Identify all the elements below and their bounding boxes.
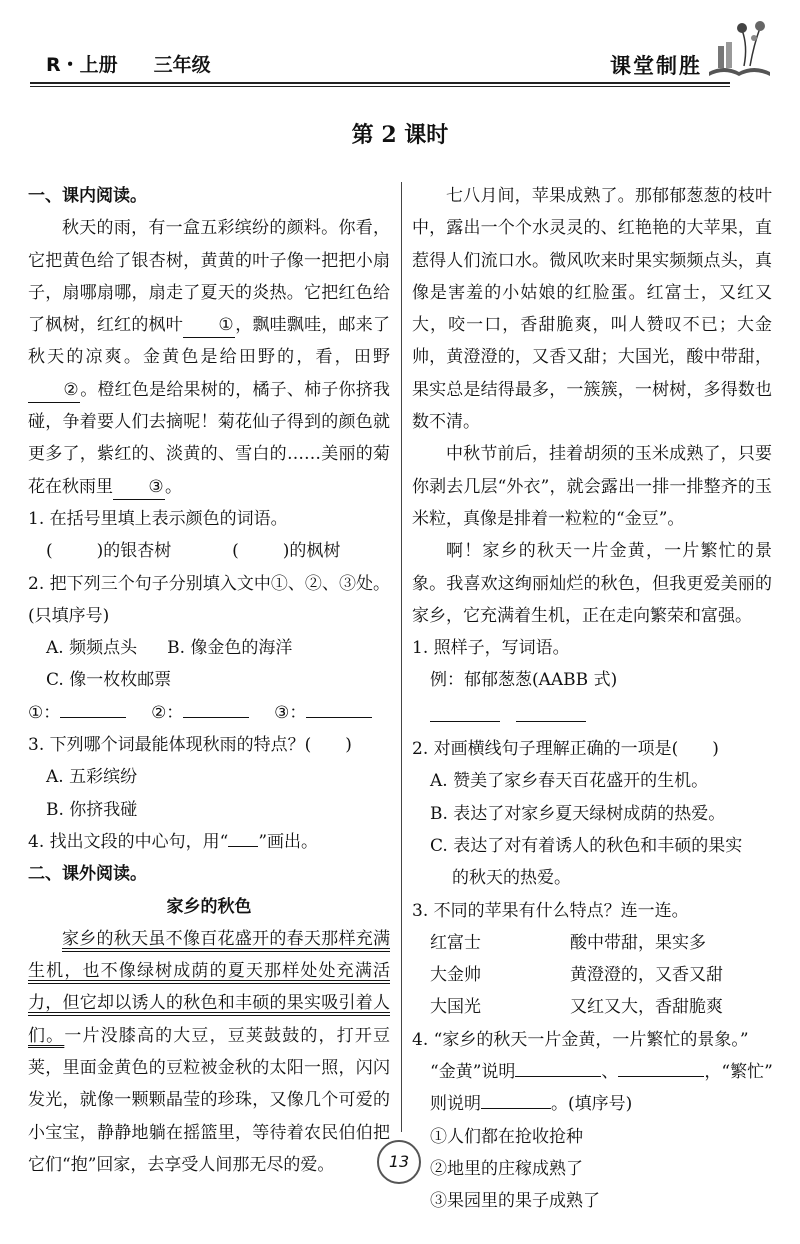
s2-q4-text-d: 则说明 [430, 1094, 481, 1115]
s2-q1-example: 例：郁郁葱葱(AABB 式) [430, 670, 618, 691]
q2-fill-label-1: ①： [28, 702, 61, 723]
brand-label: 课堂制胜 [610, 54, 702, 78]
q2-fill-row [28, 697, 390, 729]
match-left-3[interactable]: 大国光 [430, 997, 481, 1018]
marked-sentence: 家乡的秋天虽不像百花盛开的春天那样充满生机，也不像绿树成荫的夏天那样处处充满活力，但它却以诱人的秋色和丰硕的果实吸引着人们。 [28, 928, 390, 1046]
grade-label: 三年级 [153, 54, 211, 76]
passage-text-4: 。 [165, 476, 182, 497]
s2-q4-text-a: “金黄”说明 [430, 1062, 516, 1083]
s2-q4-blank-3[interactable] [481, 1108, 551, 1109]
s2-q2-option-a: A. 赞美了家乡春天百花盛开的生机。 [430, 771, 709, 792]
edition-label: R・上册 [46, 54, 118, 76]
passage-text-3: 。橙红色是给果树的，橘子、柿子你挤我碰，争着要人们去摘呢！菊花仙子得到的颜色就更多了，紫红的、淡黄的、雪白的……美丽的菊花在秋雨里 [28, 379, 390, 497]
q2-fill-2[interactable] [183, 717, 249, 718]
match-row-1 [412, 927, 772, 959]
header-left [46, 50, 211, 77]
story-paragraph-2: 七八月间，苹果成熟了。那郁郁葱葱的枝叶中，露出一个个水灵灵的、红艳艳的大苹果，直惹得人们流口水。微风吹来时果实频频点头，真像是害羞的小姑娘的红脸蛋。红富士，又红又大，咬一口，香甜脆爽，叫人赞叹不已；大金帅，黄澄澄的，又香又甜；大国光，酸中带甜，果实总是结得最多，一簇簇，一树树，多得数也数不清。 [412, 186, 772, 433]
s2-q3-prompt: 3. 不同的苹果有什么特点？连一连。 [412, 900, 689, 921]
s2-q4-text-c: ，“繁忙” [704, 1062, 773, 1083]
match-row-3 [412, 991, 772, 1023]
story-paragraph-3: 中秋节前后，挂着胡须的玉米成熟了，只要你剥去几层“外衣”，就会露出一排一排整齐的玉米粒，真像是排着一粒粒的“金豆”。 [412, 444, 772, 529]
s2-q4-line3 [412, 1088, 772, 1120]
s2-q1-prompt: 1. 照样子，写词语。 [412, 638, 570, 659]
section2-heading: 二、课外阅读。 [28, 864, 147, 885]
s2-q1-answer-2[interactable] [516, 721, 586, 722]
s2-q4-text-b: 、 [601, 1062, 619, 1083]
s2-q2-option-c-line1: C. 表达了对有着诱人的秋色和丰硕的果实 [430, 835, 743, 856]
page-header [0, 0, 800, 90]
q4-text-post: ”画出。 [258, 831, 319, 852]
q2-option-c: C. 像一枚枚邮票 [46, 670, 172, 691]
passage-text-1: 秋天的雨，有一盒五彩缤纷的颜料。你看，它把黄色给了银杏树，黄黄的叶子像一把把小扇子，扇哪扇哪，扇走了夏天的炎热。它把红色给了枫树，红红的枫叶 [28, 218, 390, 336]
q2-options-ab [28, 632, 390, 664]
q1-b-open: ( [232, 541, 239, 562]
header-rule [30, 82, 730, 84]
right-column [412, 180, 772, 1218]
story-title: 家乡的秋色 [166, 896, 252, 917]
blank-3[interactable]: ③ [113, 475, 165, 500]
story-paragraph-4: 啊！家乡的秋天一片金黄，一片繁忙的景象。我喜欢这绚丽灿烂的秋色，但我更爱美丽的家乡，它充满着生机，正在走向繁荣和富强。 [412, 541, 772, 626]
s2-q1-answer-1[interactable] [430, 721, 500, 722]
q3-option-b: B. 你挤我碰 [46, 799, 138, 820]
q2-prompt: 2. 把下列三个句子分别填入文中①、②、③处。(只填序号) [28, 573, 390, 626]
match-right-3[interactable]: 又红又大，香甜脆爽 [570, 997, 723, 1018]
column-divider [401, 182, 402, 1132]
s2-q4-blank-1[interactable] [515, 1076, 601, 1077]
q4-text-pre: 4. 找出文段的中心句，用“ [28, 831, 229, 852]
s2-q2-option-b: B. 表达了对家乡夏天绿树成荫的热爱。 [430, 803, 726, 824]
q2-option-b: B. 像金色的海洋 [167, 638, 293, 659]
match-right-1[interactable]: 酸中带甜，果实多 [570, 932, 706, 953]
section1-passage [28, 212, 390, 503]
match-right-2[interactable]: 黄澄澄的，又香又甜 [570, 965, 723, 986]
q1-items [28, 535, 390, 567]
q1-prompt: 1. 在括号里填上表示颜色的词语。 [28, 508, 288, 529]
q1-a-open: ( [46, 541, 53, 562]
q2-option-a: A. 频频点头 [46, 638, 138, 659]
s2-q2-option-c-line2: 的秋天的热爱。 [452, 868, 571, 889]
passage-text-2: ，飘哇飘哇，邮来了秋天的凉爽。金黄色是给田野的，看，田野 [28, 315, 390, 368]
q4-underline-sample [228, 846, 258, 847]
s2-q4-line2 [412, 1056, 772, 1088]
story-paragraph-1 [28, 923, 390, 1181]
match-left-1[interactable]: 红富士 [430, 932, 481, 953]
q1-a-close: )的银杏树 [96, 541, 172, 562]
lesson-title: 第 2 课时 [351, 122, 449, 148]
q2-fill-label-3: ③： [274, 702, 307, 723]
s2-q4-text-e: 。(填序号) [551, 1094, 633, 1115]
story-paragraph-1-rest: 一片没膝高的大豆，豆荚鼓鼓的，打开豆荚，里面金黄色的豆粒被金秋的太阳一照，闪闪发光，就像一颗颗晶莹的珍珠，又像几个可爱的小宝宝，静静地躺在摇篮里，等待着农民伯伯把它们“抱”回家，去享受人间那无尽的爱。 [28, 1025, 391, 1175]
match-left-2[interactable]: 大金帅 [430, 965, 481, 986]
books-flowers-icon [704, 16, 774, 82]
match-row-2 [412, 959, 772, 991]
s2-q1-answer-row [412, 701, 772, 733]
s2-q4-option-1: ①人们都在抢收抢种 [430, 1126, 583, 1147]
q3-option-a: A. 五彩缤纷 [46, 767, 138, 788]
s2-q4-line1: 4. “家乡的秋天一片金黄，一片繁忙的景象。” [412, 1029, 749, 1050]
page-number: 13 [377, 1140, 421, 1184]
q4-prompt [28, 826, 390, 858]
q1-b-close: )的枫树 [282, 541, 341, 562]
s2-q4-option-2: ②地里的庄稼成熟了 [430, 1158, 583, 1179]
q3-prompt: 3. 下列哪个词最能体现秋雨的特点？( ) [28, 735, 352, 756]
s2-q4-option-3: ③果园里的果子成熟了 [430, 1191, 600, 1212]
q2-fill-label-2: ②： [151, 702, 184, 723]
blank-1[interactable]: ① [183, 313, 235, 338]
section1-heading: 一、课内阅读。 [28, 186, 147, 206]
left-column [28, 180, 390, 1181]
q2-fill-1[interactable] [60, 717, 126, 718]
s2-q4-blank-2[interactable] [618, 1076, 704, 1077]
q2-fill-3[interactable] [306, 717, 372, 718]
s2-q2-prompt: 2. 对画横线句子理解正确的一项是( ) [412, 739, 719, 760]
blank-2[interactable]: ② [28, 378, 80, 403]
header-rule-thin [30, 86, 730, 87]
